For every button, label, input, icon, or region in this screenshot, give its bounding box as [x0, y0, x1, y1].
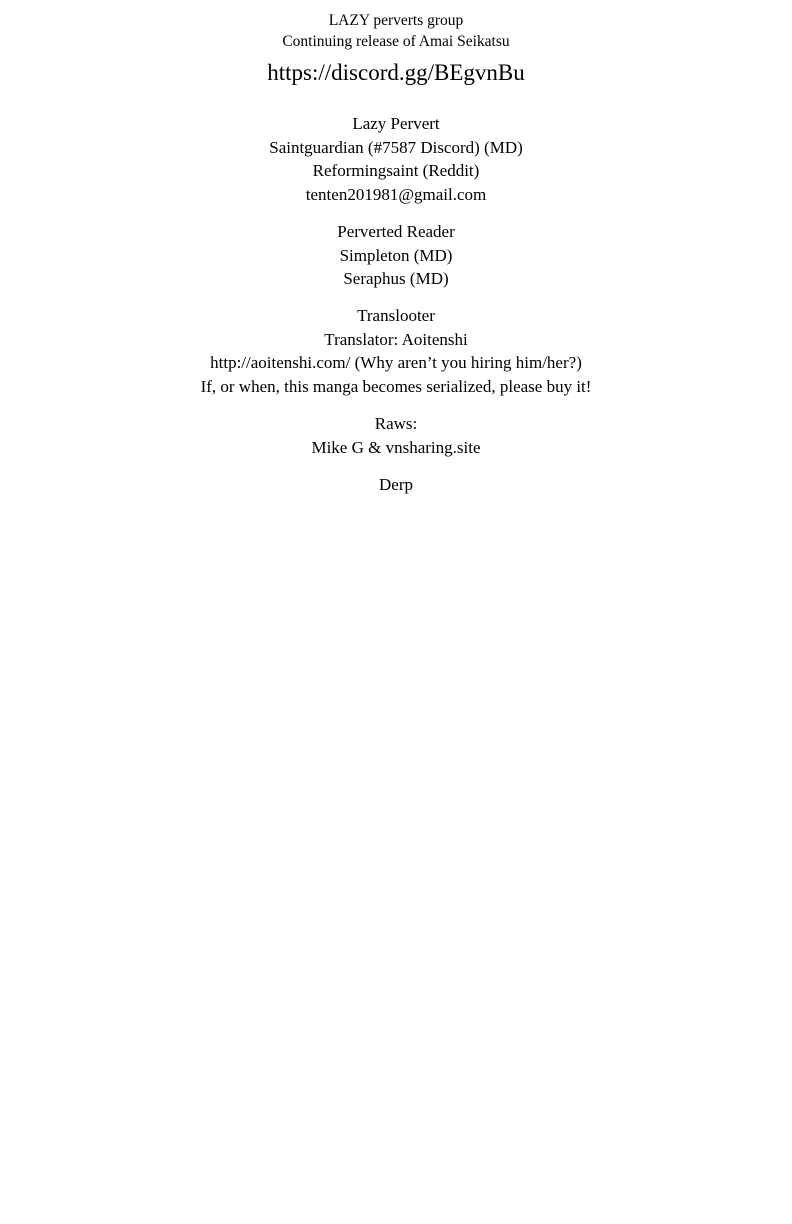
credit-entry-note: If, or when, this manga becomes serialized, please buy it!	[200, 376, 592, 396]
credit-entry: Mike G & vnsharing.site	[311, 437, 481, 457]
credit-block-raws	[311, 412, 480, 459]
credit-block-lazy-pervert	[269, 112, 523, 206]
credit-block-derp	[379, 473, 413, 496]
release-note: Continuing release of Amai Seikatsu	[282, 33, 510, 51]
credit-entry: Seraphus (MD)	[343, 268, 449, 288]
credit-role: Perverted Reader	[337, 222, 455, 242]
credit-entry-email[interactable]: tenten201981@gmail.com	[305, 184, 487, 204]
group-name: LAZY perverts group	[328, 12, 464, 29]
credit-block-perverted-reader	[337, 220, 455, 290]
credit-role: Lazy Pervert	[352, 114, 440, 134]
credit-role: Derp	[379, 475, 413, 495]
credit-role: Translooter	[357, 306, 435, 326]
credit-entry: Translator: Aoitenshi	[324, 329, 468, 349]
credit-entry: Reformingsaint (Reddit)	[312, 161, 480, 181]
credit-role: Raws:	[374, 414, 418, 434]
credit-entry: Simpleton (MD)	[339, 245, 453, 265]
credit-block-translooter	[201, 304, 592, 398]
discord-invite-link[interactable]: https://discord.gg/BEgvnBu	[267, 59, 525, 85]
credit-entry: Saintguardian (#7587 Discord) (MD)	[269, 137, 523, 157]
credit-entry-website[interactable]: http://aoitenshi.com/ (Why aren’t you hiring him/her?)	[210, 353, 582, 373]
